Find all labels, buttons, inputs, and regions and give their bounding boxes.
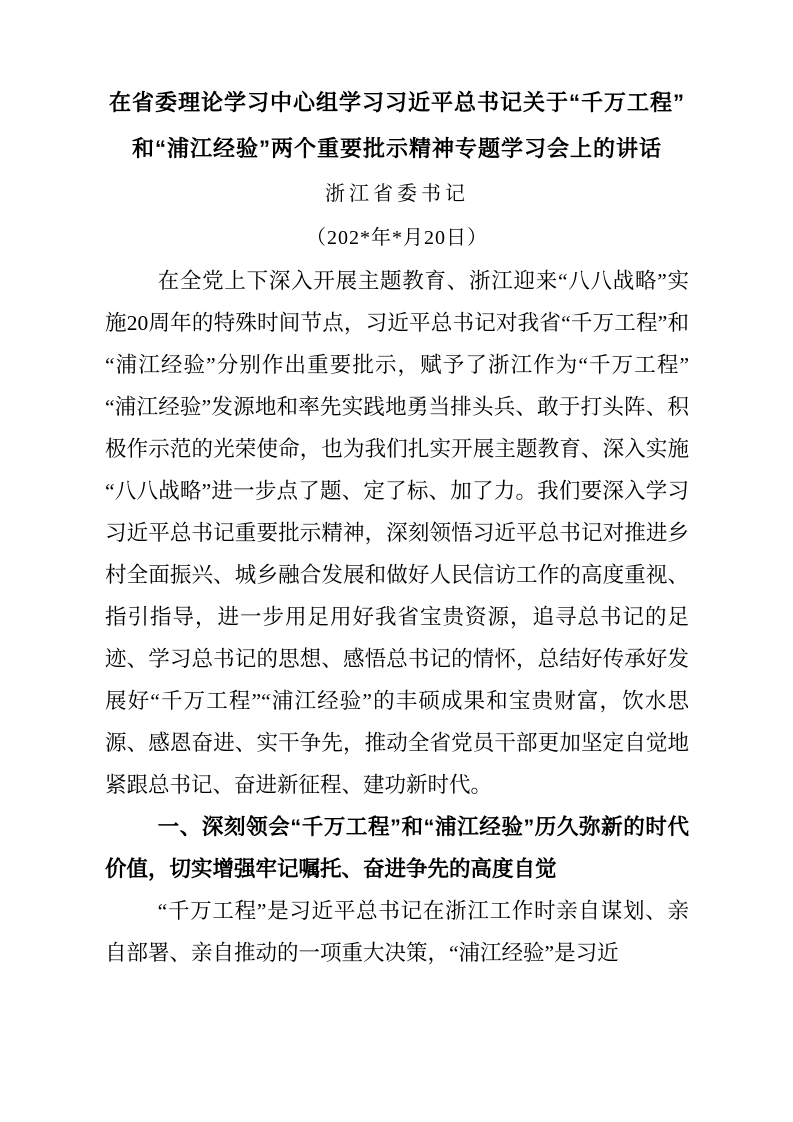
document-title	[105, 80, 689, 172]
byline: 浙江省委书记	[325, 183, 469, 205]
document-title-line-2: 和“浦江经验”两个重要批示精神专题学习会上的讲话	[131, 136, 662, 161]
section-1-heading: 一、深刻领会“千万工程”和“浦江经验”历久弥新的时代价值，切实增强牢记嘱托、奋进争先的高度自觉	[105, 815, 689, 881]
paragraph-1: 在全党上下深入开展主题教育、浙江迎来“八八战略”实施20周年的特殊时间节点，习近平总书记对我省“千万工程”和“浦江经验”分别作出重要批示，赋予了浙江作为“千万工程”“浦江经验”发源地和率先实践地勇当排头兵、敢于打头阵、积极作示范的光荣使命，也为我们扎实开展主题教育、深入实施“八八战略”进一步点了题、定了标、加了力。我们要深入学习习近平总书记重要批示精神，深刻领悟习近平总书记对推进乡村全面振兴、城乡融合发展和做好人民信访工作的高度重视、指引指导，进一步用足用好我省宝贵资源，追寻总书记的足迹、学习总书记的思想、感悟总书记的情怀，总结好传承好发展好“千万工程”“浦江经验”的丰硕成果和宝贵财富，饮水思源、感恩奋进、实干争先，推动全省党员干部更加坚定自觉地紧跟总书记、奋进新征程、建功新时代。	[105, 269, 689, 797]
document-content	[105, 80, 689, 974]
dateline: （202*年*月20日）	[306, 227, 488, 249]
document-title-line-1: 在省委理论学习中心组学习习近平总书记关于“千万工程”	[108, 90, 685, 115]
paragraph-2: “千万工程”是习近平总书记在浙江工作时亲自谋划、亲自部署、亲自推动的一项重大决策，“浦江经验”是习近	[105, 899, 689, 965]
